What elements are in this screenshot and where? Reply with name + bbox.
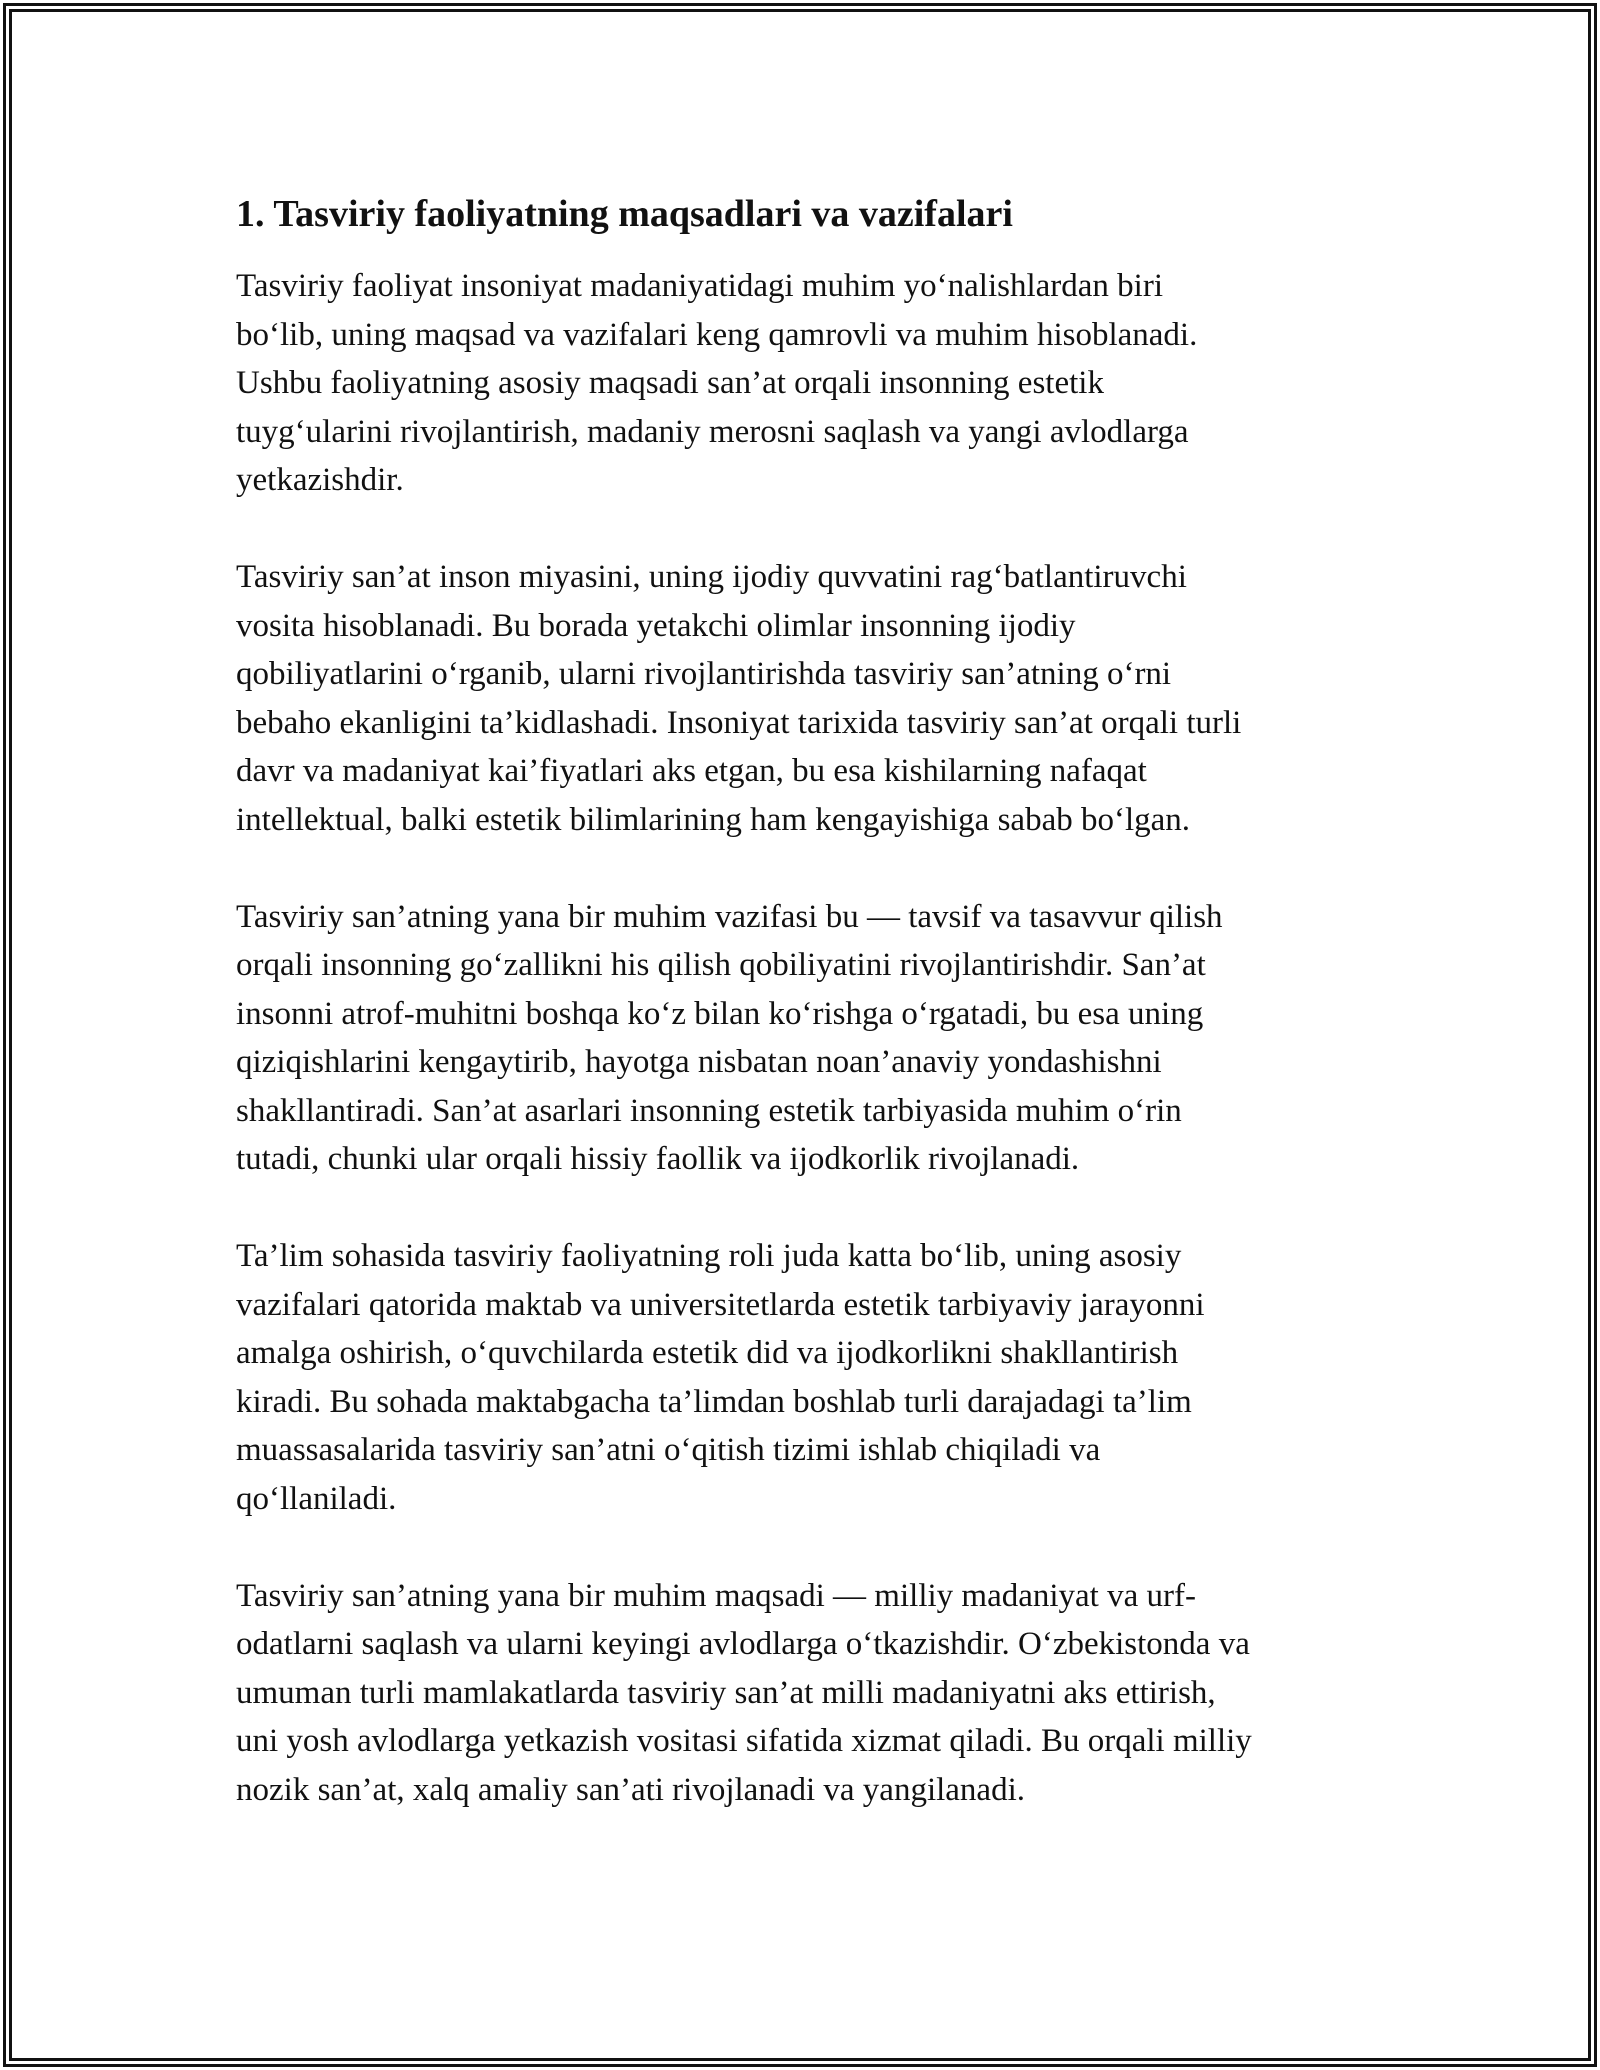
text-line: nozik san’at, xalq amaliy san’ati rivojlanadi va yangilanadi.	[236, 1771, 1025, 1808]
text-line: kiradi. Bu sohada maktabgacha ta’limdan boshlab turli darajadagi ta’lim	[236, 1383, 1192, 1420]
text-line: umuman turli mamlakatlarda tasviriy san’at milli madaniyatni aks ettirish,	[236, 1674, 1216, 1711]
text-line: qiziqishlarini kengaytirib, hayotga nisbatan noan’anaviy yondashishni	[236, 1044, 1162, 1080]
text-line: Ta’lim sohasida tasviriy faoliyatning roli juda katta bo‘lib, uning asosiy	[236, 1238, 1182, 1274]
text-line: bebaho ekanligini ta’kidlashadi. Insoniyat tarixida tasviriy san’at orqali turli	[236, 704, 1242, 741]
text-line: Tasviriy san’at inson miyasini, uning ijodiy quvvatini rag‘batlantiruvchi	[236, 559, 1187, 595]
text-line: Tasviriy san’atning yana bir muhim vazifasi bu — tavsif va tasavvur qilish	[236, 898, 1223, 935]
paragraph-2	[236, 553, 1376, 844]
text-line: odatlarni saqlash va ularni keyingi avlodlarga o‘tkazishdir. O‘zbekistonda va	[236, 1626, 1250, 1662]
text-line: orqali insonning go‘zallikni his qilish qobiliyatini rivojlantirishdir. San’at	[236, 947, 1206, 983]
document-body	[236, 186, 1376, 1863]
text-line: Ushbu faoliyatning asosiy maqsadi san’at orqali insonning estetik	[236, 365, 1104, 401]
paragraph-1	[236, 262, 1376, 505]
paragraph-4	[236, 1232, 1376, 1523]
text-line: bo‘lib, uning maqsad va vazifalari keng qamrovli va muhim hisoblanadi.	[236, 316, 1198, 353]
text-line: uni yosh avlodlarga yetkazish vositasi sifatida xizmat qiladi. Bu orqali milliy	[236, 1723, 1252, 1759]
text-line: tuyg‘ularini rivojlantirish, madaniy merosni saqlash va yangi avlodlarga	[236, 413, 1189, 450]
text-line: yetkazishdir.	[236, 462, 404, 498]
text-line: amalga oshirish, o‘quvchilarda estetik did va ijodkorlikni shakllantirish	[236, 1335, 1179, 1371]
text-line: shakllantiradi. San’at asarlari insonning estetik tarbiyasida muhim o‘rin	[236, 1092, 1182, 1129]
paragraph-5	[236, 1572, 1376, 1815]
text-line: vazifalari qatorida maktab va universitetlarda estetik tarbiyaviy jarayonni	[236, 1286, 1205, 1323]
text-line: Tasviriy san’atning yana bir muhim maqsadi — milliy madaniyat va urf-	[236, 1577, 1196, 1614]
text-line: vosita hisoblanadi. Bu borada yetakchi olimlar insonning ijodiy	[236, 607, 1076, 644]
paragraph-3	[236, 893, 1376, 1184]
text-line: insonni atrof-muhitni boshqa ko‘z bilan ko‘rishga o‘rgatadi, bu esa uning	[236, 995, 1204, 1032]
text-line: intellektual, balki estetik bilimlarining ham kengayishiga sabab bo‘lgan.	[236, 801, 1191, 838]
text-line: Tasviriy faoliyat insoniyat madaniyatidagi muhim yo‘nalishlardan biri	[236, 268, 1163, 304]
text-line: muassasalarida tasviriy san’atni o‘qitish tizimi ishlab chiqiladi va	[236, 1432, 1101, 1468]
text-line: davr va madaniyat kai’fiyatlari aks etgan, bu esa kishilarning nafaqat	[236, 753, 1147, 789]
text-line: qobiliyatlarini o‘rganib, ularni rivojlantirishda tasviriy san’atning o‘rni	[236, 656, 1172, 692]
section-heading: 1. Tasviriy faoliyatning maqsadlari va vazifalari	[236, 193, 1013, 235]
text-line: tutadi, chunki ular orqali hissiy faollik va ijodkorlik rivojlanadi.	[236, 1141, 1080, 1177]
text-line: qo‘llaniladi.	[236, 1480, 397, 1517]
